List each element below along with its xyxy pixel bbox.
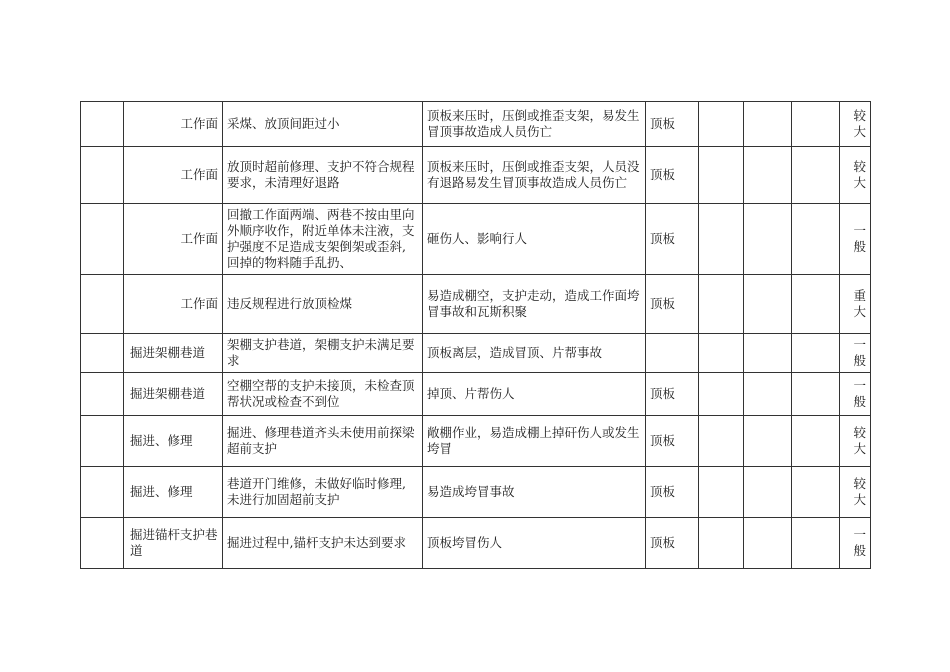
blank-cell (744, 373, 792, 416)
type-cell: 顶板 (646, 518, 699, 569)
blank-cell (792, 334, 840, 373)
blank-cell (792, 416, 840, 467)
table-row (81, 334, 871, 373)
level-cell: 重大 (840, 275, 871, 334)
blank-cell (81, 467, 124, 518)
table-row (81, 416, 871, 467)
blank-cell (81, 102, 124, 147)
type-cell (646, 334, 699, 373)
type-cell: 顶板 (646, 416, 699, 467)
blank-cell (699, 334, 744, 373)
consequence-cell: 顶板垮冒伤人 (423, 518, 646, 569)
blank-cell (81, 204, 124, 275)
consequence-cell: 易造成棚空，支护走动，造成工作面垮冒事故和瓦斯积聚 (423, 275, 646, 334)
type-cell: 顶板 (646, 102, 699, 147)
blank-cell (792, 275, 840, 334)
blank-cell (81, 334, 124, 373)
blank-cell (699, 467, 744, 518)
hazard-cell: 放顶时超前修理、支护不符合规程要求，未清理好退路 (223, 147, 423, 204)
table-row (81, 467, 871, 518)
hazard-cell: 空棚空帮的支护未接顶，未检查顶帮状况或检查不到位 (223, 373, 423, 416)
blank-cell (81, 147, 124, 204)
type-cell: 顶板 (646, 467, 699, 518)
blank-cell (699, 275, 744, 334)
blank-cell (81, 416, 124, 467)
location-cell: 工作面 (124, 204, 223, 275)
level-cell: 一般 (840, 373, 871, 416)
location-cell: 工作面 (124, 147, 223, 204)
blank-cell (744, 275, 792, 334)
blank-cell (699, 102, 744, 147)
blank-cell (699, 373, 744, 416)
blank-cell (744, 416, 792, 467)
blank-cell (744, 102, 792, 147)
hazard-cell: 掘进过程中,锚杆支护未达到要求 (223, 518, 423, 569)
table-row (81, 373, 871, 416)
hazard-cell: 回撤工作面两端、两巷不按由里向外顺序收作，附近单体未注液，支护强度不足造成支架倒架或歪斜,回掉的物料随手乱扔、 (223, 204, 423, 275)
type-cell: 顶板 (646, 147, 699, 204)
blank-cell (699, 147, 744, 204)
location-cell: 掘进锚杆支护巷道 (124, 518, 223, 569)
location-cell: 掘进架棚巷道 (124, 334, 223, 373)
hazard-cell: 架棚支护巷道，架棚支护未满足要求 (223, 334, 423, 373)
blank-cell (792, 204, 840, 275)
table-row (81, 518, 871, 569)
blank-cell (744, 518, 792, 569)
blank-cell (744, 467, 792, 518)
location-cell: 掘进架棚巷道 (124, 373, 223, 416)
blank-cell (699, 416, 744, 467)
consequence-cell: 掉顶、片帮伤人 (423, 373, 646, 416)
blank-cell (792, 467, 840, 518)
consequence-cell: 顶板离层，造成冒顶、片帮事故 (423, 334, 646, 373)
type-cell: 顶板 (646, 373, 699, 416)
risk-table (80, 101, 871, 569)
table-body (81, 102, 871, 569)
location-cell: 工作面 (124, 275, 223, 334)
type-cell: 顶板 (646, 204, 699, 275)
level-cell: 较大 (840, 102, 871, 147)
location-cell: 掘进、修理 (124, 416, 223, 467)
level-cell: 一般 (840, 334, 871, 373)
table-row (81, 204, 871, 275)
consequence-cell: 敞棚作业，易造成棚上掉矸伤人或发生垮冒 (423, 416, 646, 467)
blank-cell (744, 147, 792, 204)
blank-cell (81, 373, 124, 416)
blank-cell (744, 334, 792, 373)
consequence-cell: 易造成垮冒事故 (423, 467, 646, 518)
blank-cell (792, 102, 840, 147)
level-cell: 一般 (840, 204, 871, 275)
location-cell: 掘进、修理 (124, 467, 223, 518)
table-row (81, 275, 871, 334)
blank-cell (81, 518, 124, 569)
blank-cell (792, 147, 840, 204)
consequence-cell: 顶板来压时，压倒或推歪支架，人员没有退路易发生冒顶事故造成人员伤亡 (423, 147, 646, 204)
level-cell: 较大 (840, 416, 871, 467)
blank-cell (744, 204, 792, 275)
level-cell: 一般 (840, 518, 871, 569)
location-cell: 工作面 (124, 102, 223, 147)
blank-cell (699, 204, 744, 275)
level-cell: 较大 (840, 147, 871, 204)
hazard-cell: 违反规程进行放顶检煤 (223, 275, 423, 334)
type-cell: 顶板 (646, 275, 699, 334)
blank-cell (81, 275, 124, 334)
blank-cell (792, 373, 840, 416)
table-row (81, 147, 871, 204)
hazard-cell: 掘进、修理巷道齐头未使用前探梁超前支护 (223, 416, 423, 467)
hazard-cell: 采煤、放顶间距过小 (223, 102, 423, 147)
blank-cell (699, 518, 744, 569)
consequence-cell: 顶板来压时，压倒或推歪支架，易发生冒顶事故造成人员伤亡 (423, 102, 646, 147)
hazard-cell: 巷道开门维修，未做好临时修理,未进行加固超前支护 (223, 467, 423, 518)
blank-cell (792, 518, 840, 569)
table-row (81, 102, 871, 147)
consequence-cell: 砸伤人、影响行人 (423, 204, 646, 275)
level-cell: 较大 (840, 467, 871, 518)
